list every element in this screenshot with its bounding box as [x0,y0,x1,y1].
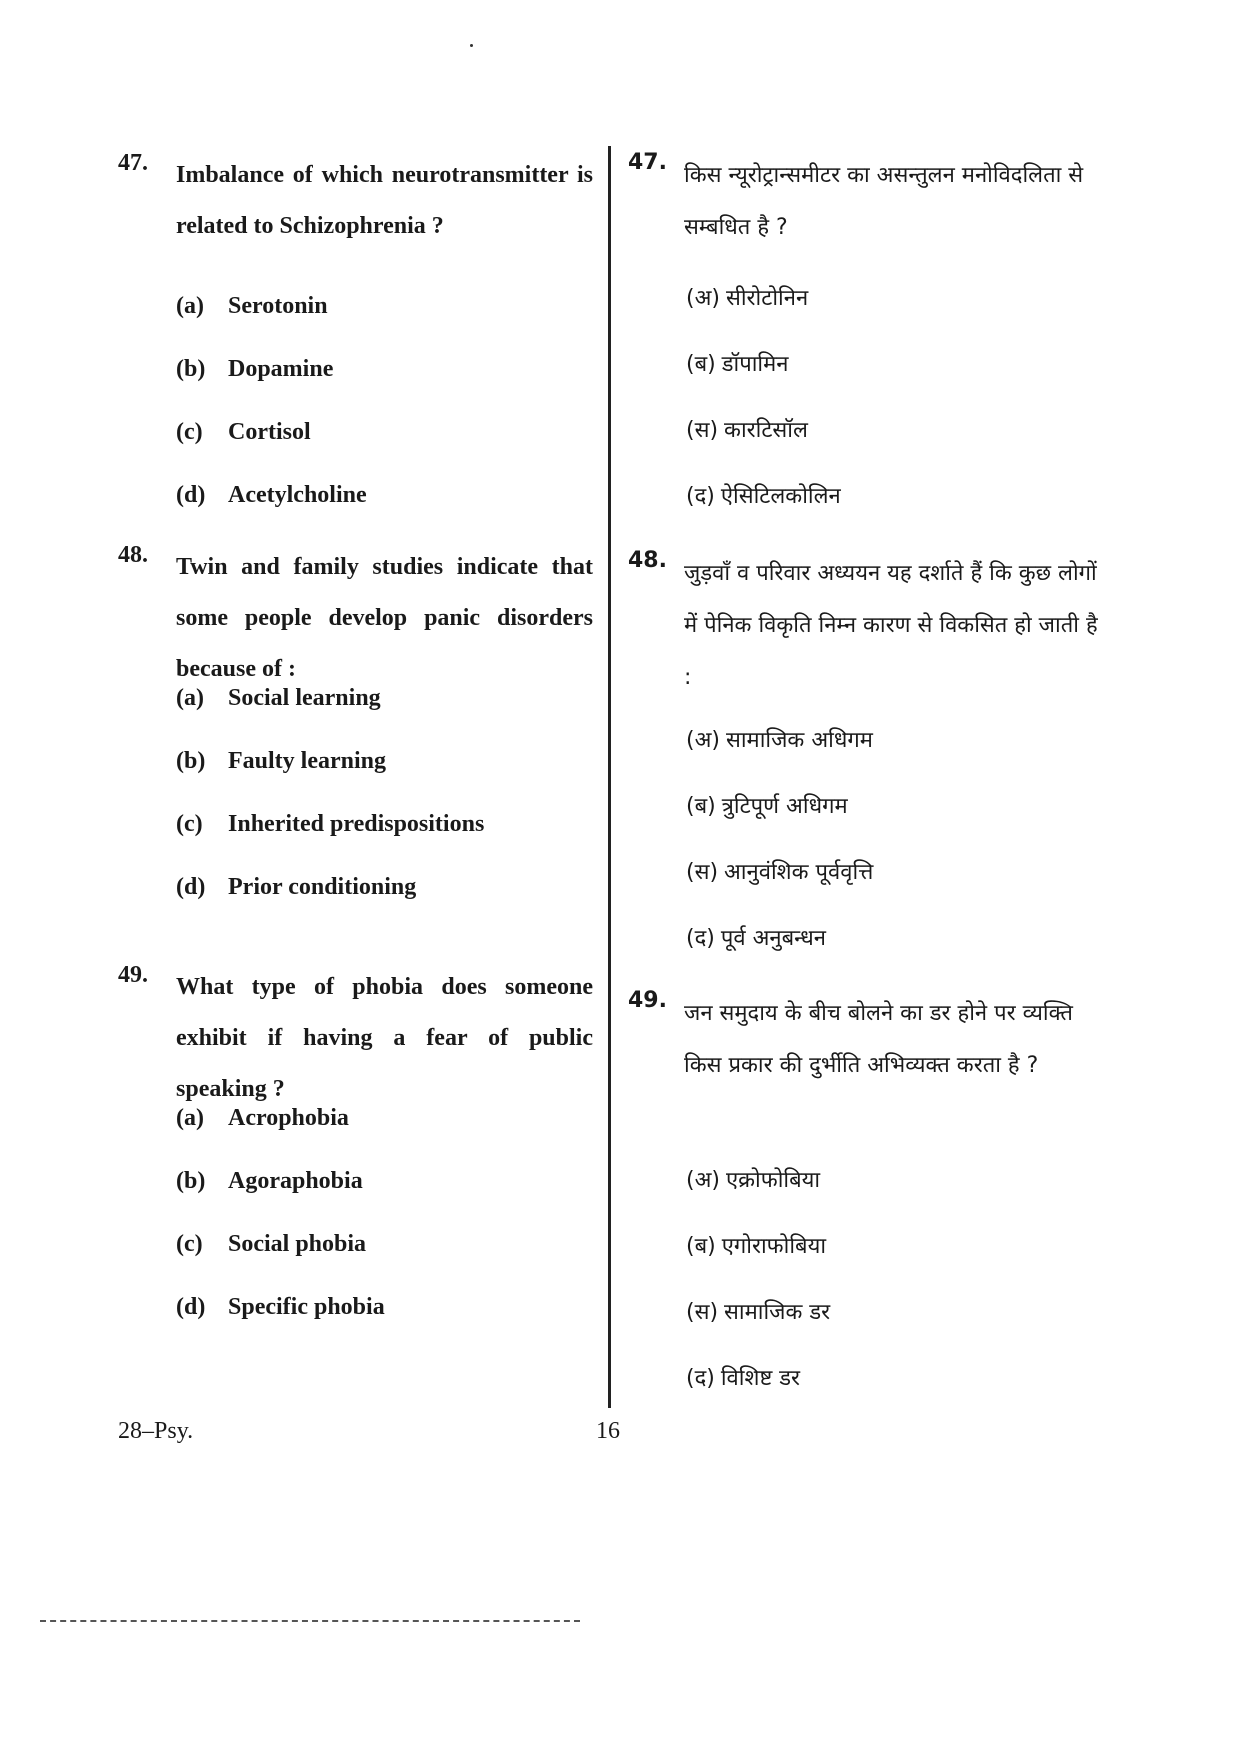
option-text: डॉपामिन [721,352,789,377]
question-text: जुड़वाँ व परिवार अध्ययन यह दर्शाते हैं कि कुछ लोगों में पेनिक विकृति निम्न कारण से विकसित हो जाती है : [684,561,1098,690]
option-label: (द) [686,1366,715,1391]
option-label: (स) [686,1300,719,1325]
option-label: (स) [686,860,719,885]
option-c [686,1296,830,1326]
option-b [686,348,788,378]
option-text: Faulty learning [228,748,387,774]
option-text: सामाजिक डर [724,1300,831,1325]
scan-dot [470,44,473,47]
option-label: (b) [176,748,206,774]
option-text: Acetylcholine [228,482,367,508]
option-label: (c) [176,1231,203,1257]
question-number: 48. [628,548,667,573]
option-label: (c) [176,811,203,837]
option-label: (द) [686,926,715,951]
option-a [686,1164,820,1194]
option-a [176,685,381,712]
option-label: (d) [176,482,206,508]
paper-code: 28–Psy. [118,1418,194,1444]
option-a [686,282,808,312]
option-d [686,1362,800,1392]
option-d [686,922,826,952]
option-text: विशिष्ट डर [720,1366,801,1391]
question-text: Twin and family studies indicate that some people develop panic disorders because of : [176,554,593,682]
option-d [176,874,416,901]
option-text: Acrophobia [228,1105,349,1131]
option-label: (d) [176,874,206,900]
question-text: जन समुदाय के बीच बोलने का डर होने पर व्यक्ति किस प्रकार की दुर्भीति अभिव्यक्त करता है ? [684,1001,1073,1078]
option-c [176,811,484,838]
option-label: (d) [176,1294,206,1320]
option-text: Inherited predispositions [228,811,485,837]
option-text: Prior conditioning [228,874,417,900]
option-text: आनुवंशिक पूर्ववृत्ति [724,860,874,885]
option-b [686,1230,826,1260]
question-text: Imbalance of which neurotransmitter is related to Schizophrenia ? [176,162,593,239]
option-label: (अ) [686,286,720,311]
option-label: (a) [176,1105,204,1131]
option-text: Serotonin [228,293,328,319]
option-a [686,724,873,754]
question-number: 49. [628,988,667,1013]
option-text: Agoraphobia [228,1168,363,1194]
option-label: (a) [176,293,204,319]
option-d [176,482,367,509]
option-text: Specific phobia [228,1294,385,1320]
option-label: (ब) [686,352,716,377]
page-number: 16 [596,1418,620,1444]
option-text: सामाजिक अधिगम [725,728,873,753]
option-text: त्रुटिपूर्ण अधिगम [721,794,848,819]
option-label: (b) [176,356,206,382]
option-text: पूर्व अनुबन्धन [720,926,826,951]
option-label: (c) [176,419,203,445]
option-c [686,414,808,444]
question-number: 47. [628,150,667,175]
option-label: (ब) [686,794,716,819]
option-c [176,419,311,446]
option-text: Social learning [228,685,381,711]
column-divider [608,146,611,1408]
option-b [176,356,333,383]
option-text: एक्रोफोबिया [725,1168,821,1193]
option-label: (अ) [686,728,720,753]
question-number: 49. [118,962,148,988]
option-c [176,1231,366,1258]
option-a [176,293,328,320]
option-text: Social phobia [228,1231,367,1257]
option-text: Cortisol [228,419,311,445]
option-a [176,1105,349,1132]
option-d [686,480,841,510]
question-text: किस न्यूरोट्रान्समीटर का असन्तुलन मनोविदलिता से सम्बधित है ? [684,163,1084,240]
bottom-dashed-rule [40,1620,580,1622]
question-number: 47. [118,150,148,176]
option-label: (ब) [686,1234,716,1259]
question-text: What type of phobia does someone exhibit if having a fear of public speaking ? [176,974,593,1102]
option-label: (a) [176,685,204,711]
option-label: (b) [176,1168,206,1194]
option-label: (स) [686,418,719,443]
option-text: ऐसिटिलकोलिन [720,484,841,509]
option-c [686,856,873,886]
question-number: 48. [118,542,148,568]
option-b [176,748,386,775]
option-text: कारटिसॉल [724,418,808,443]
option-b [686,790,848,820]
option-label: (अ) [686,1168,720,1193]
option-label: (द) [686,484,715,509]
option-text: एगोराफोबिया [721,1234,827,1259]
option-text: सीरोटोनिन [725,286,809,311]
option-b [176,1168,363,1195]
option-d [176,1294,385,1321]
option-text: Dopamine [228,356,334,382]
